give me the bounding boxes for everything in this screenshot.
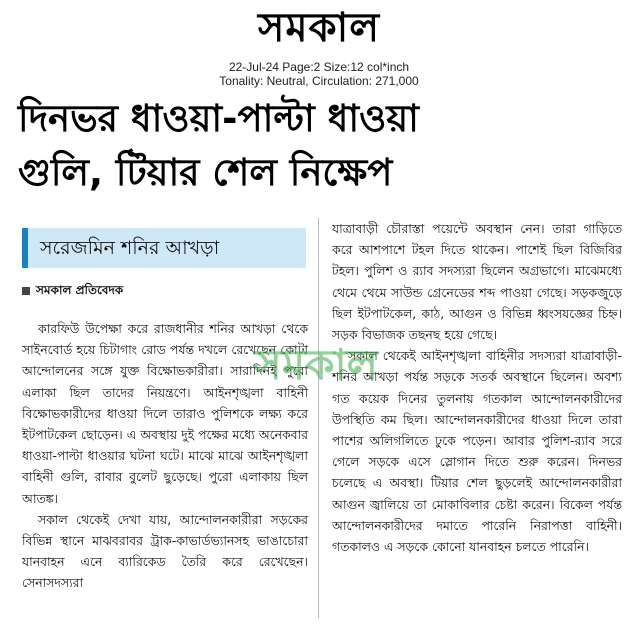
byline-text: সমকাল প্রতিবেদক	[36, 283, 124, 297]
byline	[22, 282, 306, 298]
article-paragraph: কারফিউ উপেক্ষা করে রাজধানীর শনির আখড়া থেকে সাইনবোর্ড হয়ে চিটাগাং রোড পর্যন্ত দখলে রেখেছেন কোটা আন্দোলনের সঙ্গে যুক্ত বিক্ষোভকারীরা। সারাদিনই পুরো এলাকা ছিল তাদের নিয়ন্ত্রণে। আইনশৃঙ্খলা বাহিনী বিক্ষোভকারীদের ধাওয়া দিলে তারাও পুলিশকে লক্ষ্য করে ইটপাটকেল ছোড়েন। এ অবস্থায় দুই পক্ষের মধ্যে অনেকবার ধাওয়া-পাল্টা ধাওয়ার ঘটনা ঘটে। মাঝে মাঝে আইনশৃঙ্খলা বাহিনী গুলি, রাবার বুলেট ছুড়েছে। পুরো এলাকায় ছিল আতঙ্ক।	[22, 321, 308, 506]
article-paragraph: যাত্রাবাড়ী চৌরাস্তা পয়েন্টে অবস্থান নেন। তারা গাড়িতে করে আশপাশে টহল দিতে থাকেন। পাশেই ছিল বিজিবির টহল। পুলিশ ও র‌্যাব সদস্যরা ছিলেন অগ্রভাগে। মাঝেমধ্যে থেমে থেমে সাউন্ড গ্রেনেডের শব্দ পাওয়া গেছে। সড়কজুড়ে ছিল ইটপাটকেল, কাঠ, আগুন ও বিভিন্ন ধ্বংসযজ্ঞের চিহ্ন। সড়ক বিভাজক তছনছ হয়ে গেছে।	[332, 221, 622, 343]
clipping-meta-tonality: Tonality: Neutral, Circulation: 271,000	[219, 74, 419, 88]
clipping-meta-date: 22-Jul-24 Page:2 Size:12 col*inch	[228, 60, 410, 74]
article-column-right	[332, 218, 622, 557]
bullet-square-icon	[22, 287, 30, 295]
article-column-left	[22, 318, 308, 594]
article-paragraph: সকাল থেকেই দেখা যায়, আন্দোলনকারীরা সড়কের বিভিন্ন স্থানে মাঝবরাবর ট্রাক-কাভার্ডভ্যানসহ ভাঙাচোরা যানবাহন এনে ব্যারিকেড তৈরি করে রেখেছেন। সেনাসদস্যরা	[22, 511, 308, 591]
headline-line-1: দিনভর ধাওয়া-পাল্টা ধাওয়া	[18, 97, 419, 140]
article-paragraph: সকাল থেকেই আইনশৃঙ্খলা বাহিনীর সদস্যরা যাত্রাবাড়ী-শনির আখড়া পর্যন্ত সড়কে সতর্ক অবস্থানে ছিলেন। অবশ্য গত কয়েক দিনের তুলনায় গতকাল আন্দোলনকারীদের উপস্থিতি কম ছিল। আন্দোলনকারীদের ধাওয়া দিলে তারা পাশের অলিগলিতে ঢুকে পড়েন। আবার পুলিশ-র‌্যাব সরে গেলে সড়কে এসে স্লোগান দিতে শুরু করেন। দিনভর চলেছে এ অবস্থা। টিয়ার শেল ছুড়লেই আন্দোলনকারীরা আগুন জ্বালিয়ে তা মোকাবিলার চেষ্টা করেন। বিকেল পর্যন্ত আন্দোলনকারীদের দমাতে পারেনি নিরাপত্তা বাহিনী। গতকালও এ সড়কে কোনো যানবাহন চলতে পারেনি।	[332, 348, 622, 555]
headline-line-2: গুলি, টিয়ার শেল নিক্ষেপ	[18, 151, 393, 194]
article-headline	[18, 92, 628, 200]
watermark-logo: সমকাল	[254, 340, 378, 389]
column-divider	[318, 218, 319, 618]
newspaper-masthead: সমকাল	[257, 5, 381, 51]
article-subhead: সরেজমিন শনির আখড়া	[22, 228, 306, 268]
